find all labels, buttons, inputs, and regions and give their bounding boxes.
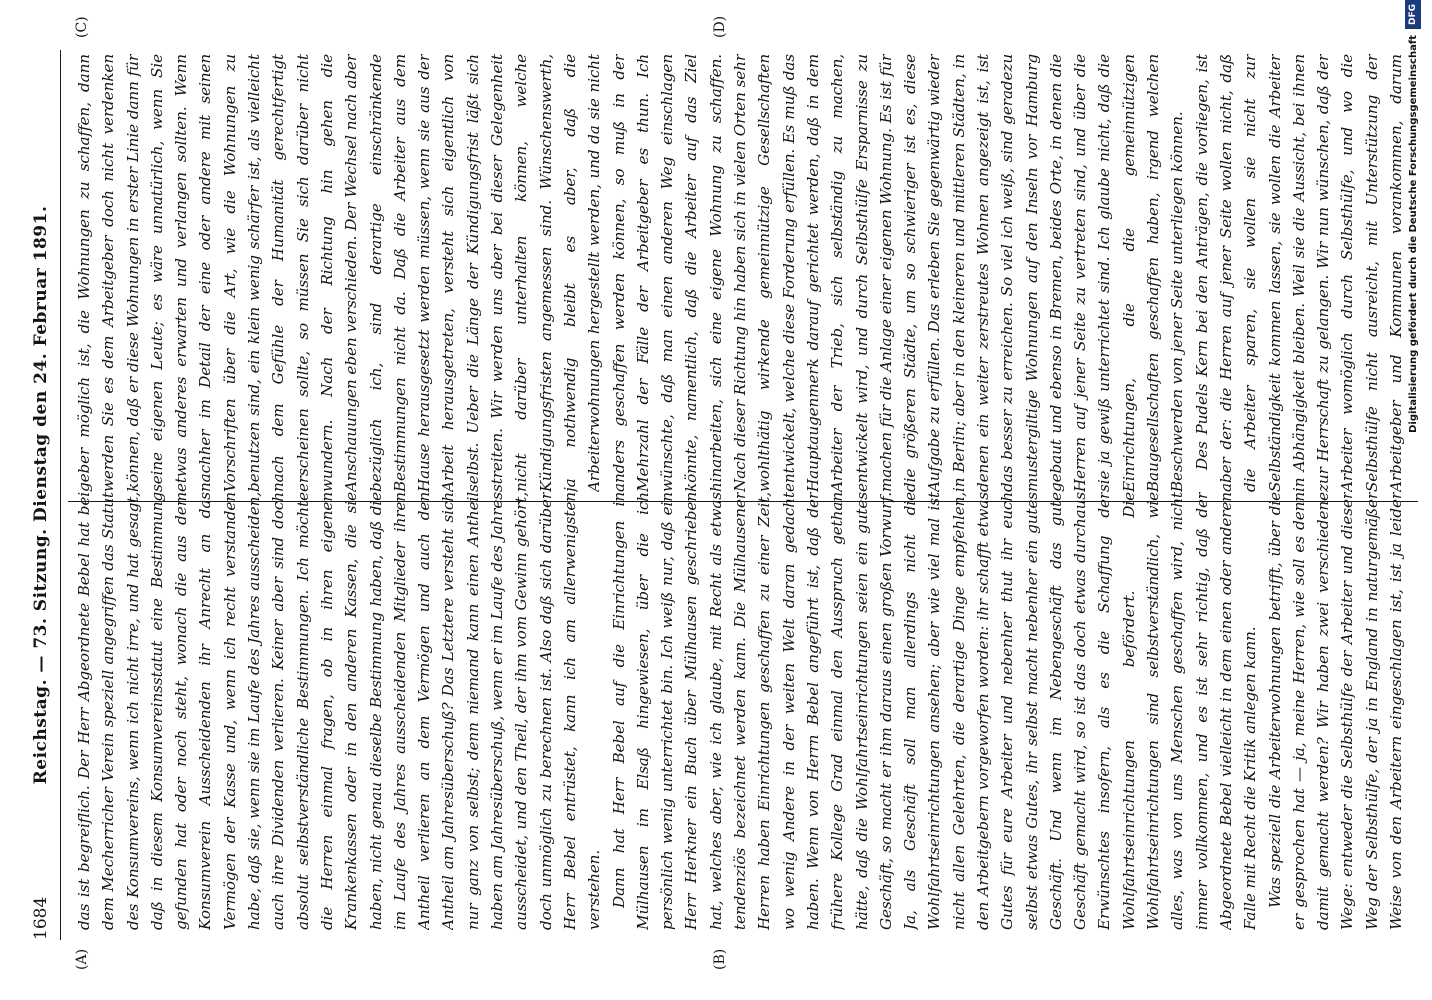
left-column (72, 492, 1412, 930)
dfg-logo: DFG (1405, 0, 1421, 29)
column-divider (68, 501, 1418, 502)
paragraph: geber möglich ist, die Wohnungen zu schaffen, dann werden Sie es dem Arbeitgeber doch nicht verdenken können, daß er diese Wohnungen in erster Linie dann für seine eigenen Leute; es wäre unnatürlich, wenn Sie etwas anderes erwarten und verlangen sollten. Wenn nachher im Detail der eine oder andere mit seinen Vorschriften über die Art, wie die Wohnungen zu benutzen sind, ein klein wenig schärfer ist, als vielleicht nach dem Gefühle der Humanität gerechtfertigt erscheinen sollte, so müssen Sie sich darüber nicht wundern. Nach der Richtung hin gehen die Anschauungen eben verschieden. Der Wechsel nach aber bezüglich ich, sind derartige einschränkende Bestimmungen nicht da. Daß die Arbeiter aus dem Hause herausgesetzt werden müssen, wenn sie aus der Arbeit herausgetreten, versteht sich eigentlich von selbst. Ueber die Länge der Kündigungsfrist läßt sich streiten. Wir werden uns aber bei dieser Gelegenheit nicht darüber unterhalten können, welche Kündigungsfristen angemessen sind. Wünschenswerth, ja nothwendig bleibt es aber, daß die Arbeiterwohnungen hergestellt werden, und da sie nicht anders geschaffen werden können, so muß in der Mehrzahl der Fälle der Arbeitgeber es thun. Ich wünschte, daß man einen anderen Weg einschlagen könnte, namentlich, daß die Arbeiter auf das Ziel hinarbeiten, sich eine eigene Wohnung zu schaffen. Nach dieser Richtung hin haben sich in vielen Orten sehr wohlthätig wirkende gemeinnützige Gesellschaften entwickelt, welche diese Forderung erfüllen. Es muß das Hauptaugenmerk darauf gerichtet werden, daß in dem Arbeiter der Trieb, sich selbständig zu machen, entwickelt wird, und durch Selbsthülfe Ersparnisse zu machen für die Anlage einer eigenen Wohnung. Es ist für die größeren Städte, um so schwieriger ist es, diese Aufgabe zu erfüllen. Das erleben Sie gegenwärtig wieder in Berlin; aber in den kleineren und mittleren Städten, in denen ein weiter zerstreutes Wohnen angezeigt ist, ist das besser zu erreichen. So viel ich weiß, sind geradezu mustergiltige Wohnungen auf den Inseln vor Hamburg gebaut und ebenso in Bremen, beides Orte, in denen die Herren auf jener Seite zu vertreten sind, und über die sie ja gewiß unterrichtet sind. Ich glaube nicht, daß die Einrichtungen, die die gemeinnützigen Baugesellschaften geschaffen haben, irgend welchen Beschwerden von jener Seite unterliegen können. (75, 54, 1187, 492)
section-marker-a: (A) (74, 948, 90, 970)
section-marker-d: (D) (712, 15, 728, 38)
digitization-attribution (1400, 0, 1428, 960)
header-rule (60, 50, 61, 940)
paragraph: Des Pudels Kern bei den Anträgen, die vorliegen, ist aber der: die Herren auf jener Seite wollen nicht, daß die Arbeiter sparen, sie wollen sie nicht zur Selbständigkeit kommen lassen, sie wollen die Arbeiter in Abhängigkeit bleiben. Weil sie die Aussicht, bei ihnen zur Herrschaft zu gelangen. Wir nun wünschen, daß der Arbeiter womöglich durch Selbsthülfe, und wo die Selbsthülfe nicht ausreicht, mit Unterstützung der Arbeitgeber und Kommunen vorankommen, darum (1192, 54, 1406, 492)
section-marker-b: (B) (712, 948, 728, 970)
section-marker-c: (C) (74, 16, 90, 38)
right-column (72, 54, 1412, 492)
paragraph: Dann hat Herr Bebel auf die Einrichtungen in Mülhausen im Elsaß hingewiesen, über die ich persönlich wenig unterrichtet bin. Ich weiß nur, daß ein Herr Herkner ein Buch über Mülhausen geschrieben hat, welches aber, wie ich glaube, mit Recht als etwas tendenziös bezeichnet werden kann. Die Mülhausener Herren haben Einrichtungen geschaffen zu einer Zeit, wo wenig Andere in der weiten Welt daran gedacht haben. Wenn von Herrn Bebel angeführt ist, daß der frühere Kollege Grad einmal den Ausspruch gethan hätte, daß die Wohlfahrtseinrichtungen seien ein gutes Geschäft, so macht er ihm daraus einen großen Vorwurf. Ja, als Geschäft soll man allerdings nicht die Wohlfahrtseinrichtungen ansehen; aber wie viel mal ist nicht allen Gelehrten, die derartige Dinge empfehlen, den Arbeitgebern vorgeworfen worden: ihr schafft etwas Gutes für eure Arbeiter und nebenher thut ihr euch selbst etwas Gutes, ihr selbst macht nebenher ein gutes Geschäft. Und wenn im Nebengeschäft das gute Geschäft gemacht wird, so ist das doch etwas durchaus Erwünschtes insofern, als es die Schaffung der Wohlfahrtseinrichtungen befördert. Die Wohlfahrtseinrichtungen sind selbstverständlich, wie alles, was von uns Menschen geschaffen wird, nicht immer vollkommen, und es ist sehr richtig, daß der Abgeordnete Bebel vielleicht in dem einen oder anderen Falle mit Recht die Kritik anlegen kann. (609, 492, 1260, 930)
paragraph: Was speziell die Arbeiterwohnungen betrifft, über die er gesprochen hat — ja, meine Herren, wie soll es denn damit gemacht werden? Wir haben zwei verschiedene Wege: entweder die Selbsthülfe der Arbeiter und dieser Weg der Selbsthülfe, der ja in England in naturgemäßer Weise von den Arbeitern eingeschlagen ist, ist ja leider (1265, 492, 1406, 930)
attribution-text: Digitalisierung gefördert durch die Deutsche Forschungsgemeinschaft (1408, 35, 1419, 433)
running-title: Reichstag. — 73. Sitzung. Dienstag den 24. Februar 1891. (31, 205, 51, 785)
page-header (28, 50, 54, 940)
paragraph: das ist begreiflich. Der Herr Abgeordnete Bebel hat bei dem Mecherricher Verein speziell angegriffen das Statut des Konsumvereins, wenn ich nicht irre, und hat gesagt, daß in diesem Konsumvereinsstatut eine Bestimmung gefunden hat oder noch steht, wonach die aus dem Konsumverein Ausscheidenden ihr Anrecht an das Vermögen der Kasse und, wenn ich recht verstanden habe, daß sie, wenn sie im Laufe des Jahres ausscheiden, auch ihre Dividenden verlieren. Keiner aber sind doch absolut selbstverständliche Bestimmungen. Ich möchte die Herren einmal fragen, ob in ihren eigenen Krankenkassen oder in den anderen Kassen, die sie haben, nicht genau dieselbe Bestimmung haben, daß die im Laufe des Jahres ausscheidenden Mitglieder ihren Antheil verlieren an dem Vermögen und auch den Antheil am Jahresüberschuß? Das Letztere versteht sich nur ganz von selbst; denn niemand kann einen Antheil haben am Jahresüberschuß, wenn er im Laufe des Jahres ausscheidet, und den Theil, der ihm vom Gewinn gehört, doch unmöglich zu berechnen ist. Also daß sich darüber Herr Bebel entrüstet, kann ich am allerwenigsten verstehen. (75, 492, 604, 930)
page-number: 1684 (31, 896, 51, 940)
